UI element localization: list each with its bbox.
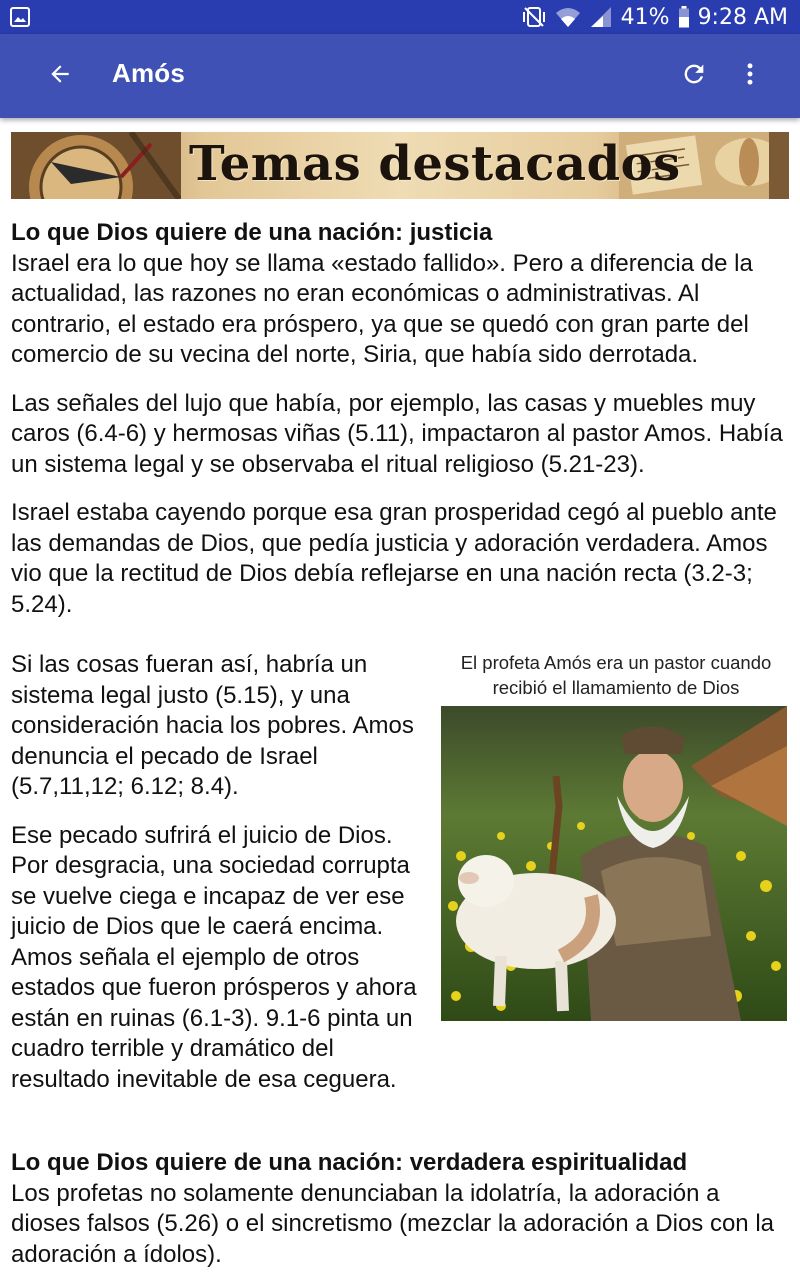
section-heading: Lo que Dios quiere de una nación: verdadera espiritualidad: [11, 1149, 688, 1176]
compass-illustration: [11, 132, 181, 199]
featured-topics-banner: [11, 132, 789, 199]
section-2: [11, 1148, 791, 1270]
clock: 9:28 AM: [697, 4, 788, 30]
page-title: Amós: [112, 58, 186, 88]
back-button[interactable]: [36, 52, 84, 100]
wifi-icon: [555, 6, 581, 28]
status-bar: [0, 0, 800, 34]
app-bar: [0, 34, 800, 118]
paragraph: Si las cosas fueran así, habría un sistema legal justo (5.15), y una consideración hacia los pobres. Amos denuncia el pecado de Israel (5.7,11,12; 6.12; 8.4).: [11, 651, 414, 800]
text-column: [11, 650, 436, 1113]
battery-percent: 41%: [620, 4, 670, 30]
status-icons: [521, 4, 788, 30]
paragraph: Los profetas no solamente denunciaban la idolatría, la adoración a dioses falsos (5.26) o el sincretismo (mezclar la adoración a Dios con la adoración a ídolos).: [11, 1179, 774, 1268]
article-content: [11, 218, 791, 1268]
paragraph: Ese pecado sufrirá el juicio de Dios. Por desgracia, una sociedad corrupta se vuelve ciega e incapaz de ver ese juicio de Dios que le caerá encima. Amos señala el ejemplo de otros estados que fueron prósperos y ahora están en ruinas (6.1-3). 9.1-6 pinta un cuadro terrible y dramático del resultado inevitable de esa ceguera.: [11, 821, 417, 1093]
refresh-button[interactable]: [670, 52, 718, 100]
shepherd-photo: [441, 706, 787, 1021]
cell-signal-icon: [589, 6, 613, 28]
battery-icon: [678, 6, 690, 28]
vibrate-mute-icon: [521, 6, 547, 28]
more-vert-icon: [736, 60, 764, 93]
paragraph: Las señales del lujo que había, por ejemplo, las casas y muebles muy caros (6.4-6) y hermosas viñas (5.11), impactaron al pastor Amos. Había un sistema legal y se observaba el ritual religioso (5.21-23).: [11, 389, 783, 478]
refresh-icon: [680, 60, 708, 93]
gallery-notification-icon: [10, 7, 30, 27]
paragraph: Israel estaba cayendo porque esa gran prosperidad cegó al pueblo ante las demandas de Dios, que pedía justicia y adoración verdadera. Amos vio que la rectitud de Dios debía reflejarse en una nación recta (3.2-3; 5.24).: [11, 499, 777, 618]
shepherd-figure: [441, 650, 791, 1021]
section-heading: Lo que Dios quiere de una nación: justicia: [11, 219, 493, 246]
paragraph: Israel era lo que hoy se llama «estado fallido». Pero a diferencia de la actualidad, las razones no eran económicas o administrativas. Al contrario, el estado era próspero, ya que se quedó con gran parte del comercio de su vecina del norte, Siria, que había sido derrotada.: [11, 249, 753, 368]
back-arrow-icon: [47, 61, 73, 92]
figure-caption: El profeta Amós era un pastor cuando recibió el llamamiento de Dios: [460, 652, 772, 698]
banner-title: Temas destacados: [189, 136, 681, 192]
overflow-menu-button[interactable]: [726, 52, 774, 100]
